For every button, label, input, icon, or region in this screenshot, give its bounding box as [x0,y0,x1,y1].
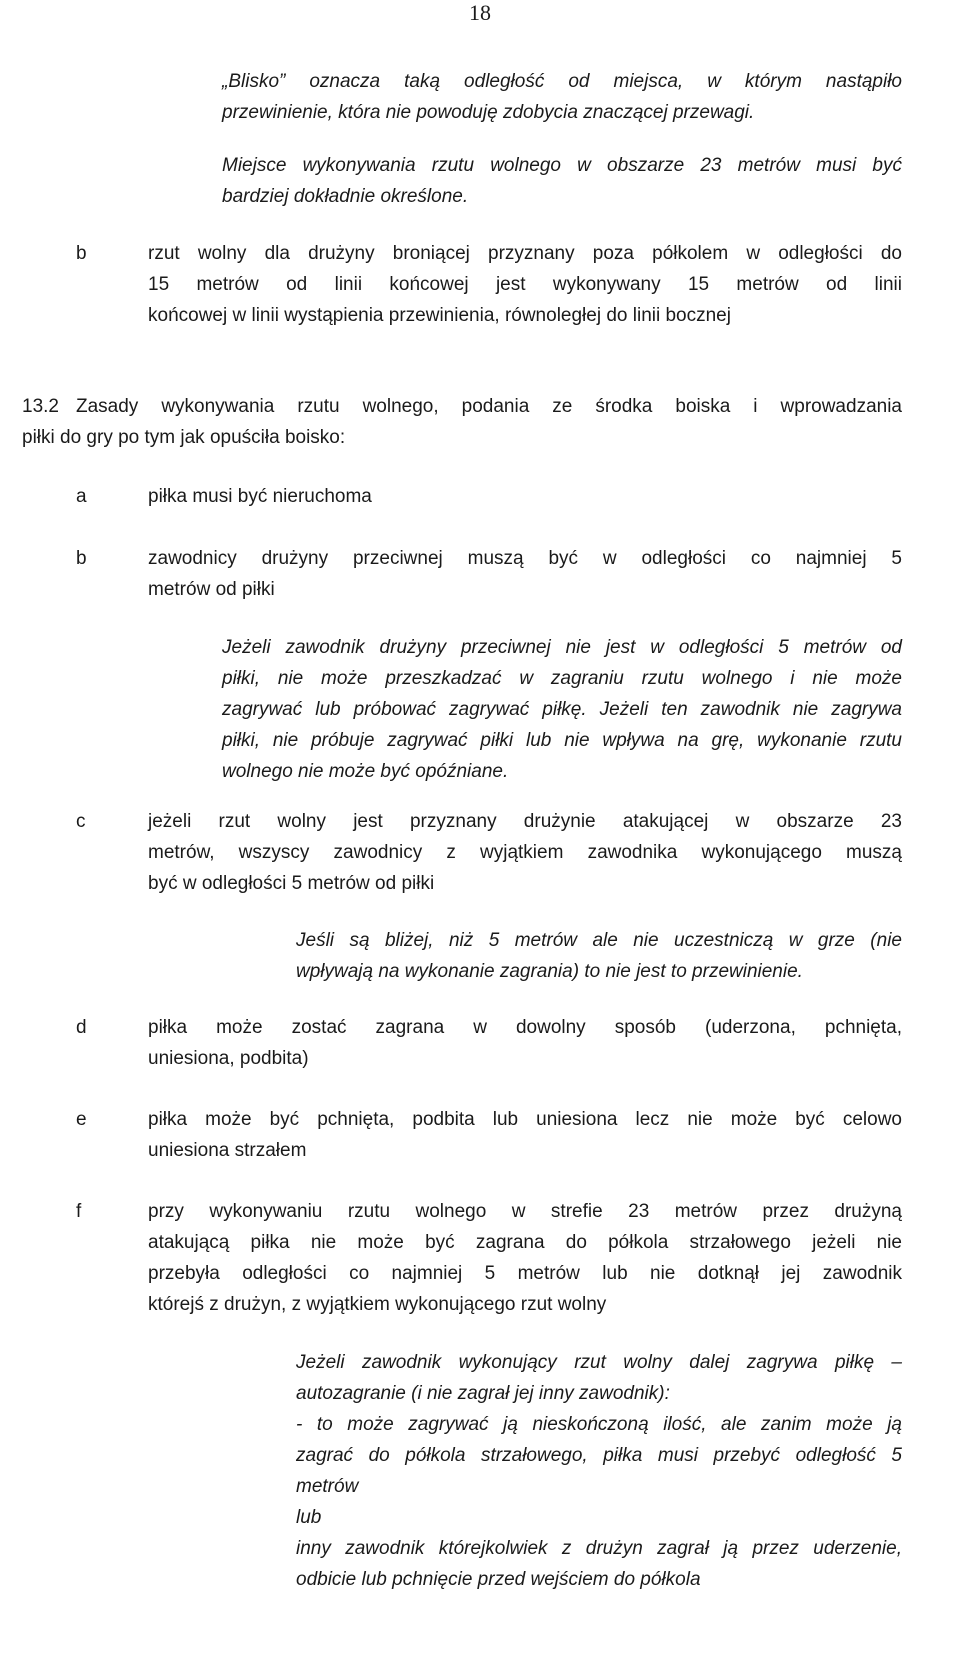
text-line: lub [296,1507,322,1528]
text-line: piłki, nie może przeszkadzać w zagraniu rzutu wolnego i nie może [222,668,902,689]
text-line: Jeżeli zawodnik wykonujący rzut wolny dalej zagrywa piłkę – [296,1352,902,1373]
item-label: d [76,1017,87,1038]
text-line: piłka może być pchnięta, podbita lub uniesiona lecz nie może być celowo [148,1109,902,1130]
text-line: uniesiona, podbita) [148,1048,309,1069]
text-line: inny zawodnik którejkolwiek z drużyn zagrał ją przez uderzenie, [296,1538,902,1559]
text-line: piłki, nie próbuje zagrywać piłki lub nie wpływa na grę, wykonanie rzutu [222,730,902,751]
item-label: e [76,1109,87,1130]
text-line: końcowej w linii wystąpienia przewinienia, równoległej do linii bocznej [148,305,731,326]
text-line: 15 metrów od linii końcowej jest wykonywany 15 metrów od linii [148,274,902,295]
text-line: przebyła odległości co najmniej 5 metrów lub nie dotknął jej zawodnik [148,1263,902,1284]
text-line: Miejsce wykonywania rzutu wolnego w obszarze 23 metrów musi być [222,155,902,176]
text-line: piłki do gry po tym jak opuściła boisko: [22,427,346,448]
text-line: wolnego nie może być opóźniane. [222,761,509,782]
text-line: wpływają na wykonanie zagrania) to nie jest to przewinienie. [296,961,803,982]
page-number: 18 [469,0,491,25]
text-line: atakującą piłka nie może być zagrana do półkola strzałowego jeżeli nie [148,1232,902,1253]
text-line: odbicie lub pchnięcie przed wejściem do półkola [296,1569,701,1590]
text-line: zagrać do półkola strzałowego, piłka musi przebyć odległość 5 [296,1445,902,1466]
text-line: - to może zagrywać ją nieskończoną ilość, ale zanim może ją [296,1414,902,1435]
text-line: przy wykonywaniu rzutu wolnego w strefie 23 metrów przez drużyną [148,1201,902,1222]
item-label: b [76,548,87,569]
text-line: przewinienie, która nie powoduję zdobycia znaczącej przewagi. [222,102,755,123]
text-line: uniesiona strzałem [148,1140,307,1161]
text-line: bardziej dokładnie określone. [222,186,469,207]
text-line: metrów, wszyscy zawodnicy z wyjątkiem zawodnika wykonującego muszą [148,842,902,863]
text-line: metrów od piłki [148,579,275,600]
text-line: Zasady wykonywania rzutu wolnego, podania ze środka boiska i wprowadzania [76,396,902,417]
text-line: zawodnicy drużyny przeciwnej muszą być w odległości co najmniej 5 [148,548,902,569]
text-line: jeżeli rzut wolny jest przyznany drużynie atakującej w obszarze 23 [148,811,902,832]
text-line: Jeżeli zawodnik drużyny przeciwnej nie jest w odległości 5 metrów od [222,637,902,658]
text-line: piłka może zostać zagrana w dowolny sposób (uderzona, pchnięta, [148,1017,902,1038]
text-line: rzut wolny dla drużyny broniącej przyznany poza półkolem w odległości do [148,243,902,264]
text-line: którejś z drużyn, z wyjątkiem wykonującego rzut wolny [148,1294,607,1315]
text-line: piłka musi być nieruchoma [148,486,372,507]
item-label: b [76,243,87,264]
text-line: metrów [296,1476,359,1497]
text-line: Jeśli są bliżej, niż 5 metrów ale nie uczestniczą w grze (nie [296,930,902,951]
text-line: być w odległości 5 metrów od piłki [148,873,435,894]
item-label: c [76,811,86,832]
text-line: „Blisko” oznacza taką odległość od miejsca, w którym nastąpiło [222,71,902,92]
text-line: zagrywać lub próbować zagrywać piłkę. Jeżeli ten zawodnik nie zagrywa [222,699,902,720]
item-label: f [76,1201,82,1222]
item-label: a [76,486,87,507]
section-number: 13.2 [22,396,59,417]
text-line: autozagranie (i nie zagrał jej inny zawodnik): [296,1383,670,1404]
